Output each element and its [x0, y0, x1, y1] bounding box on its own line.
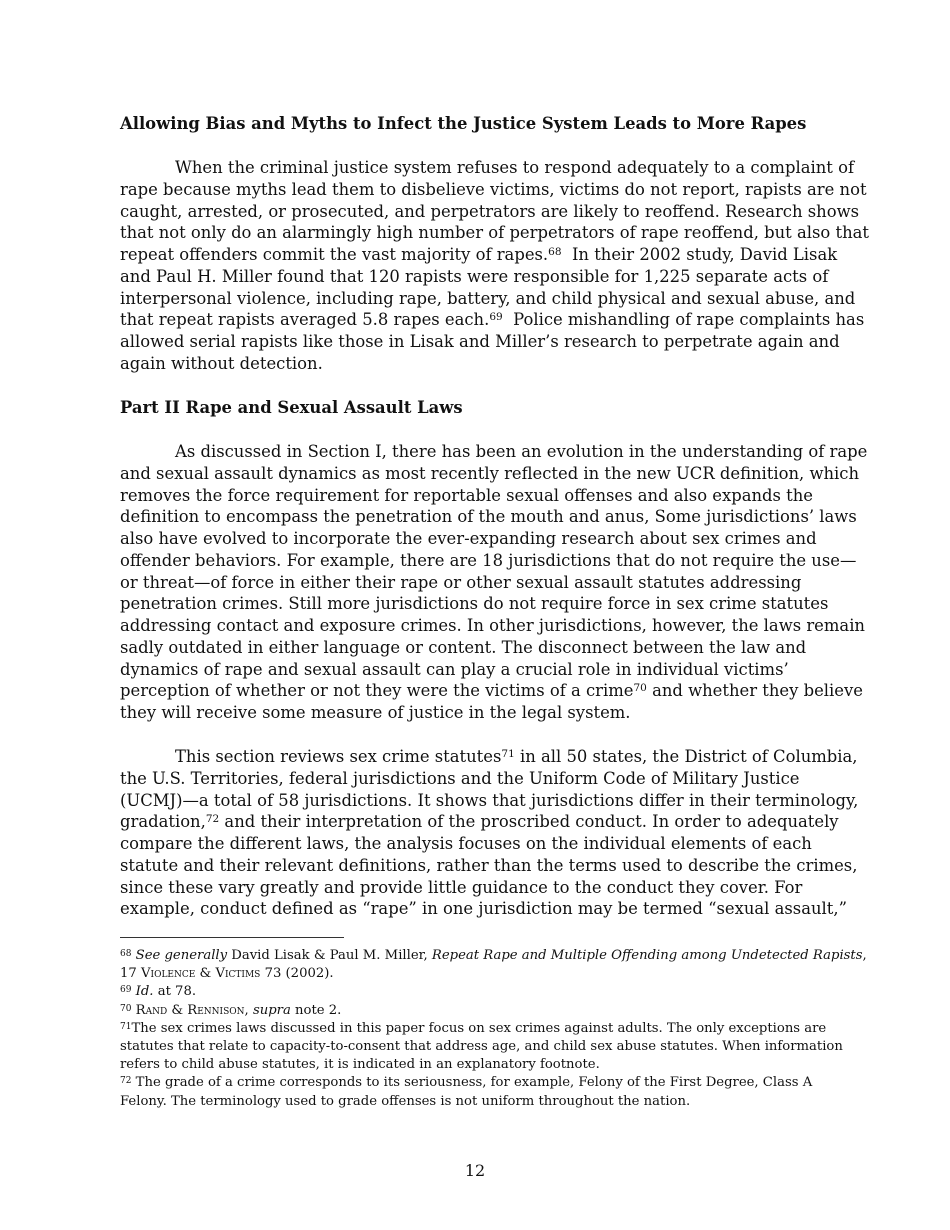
text-line — [120, 680, 863, 702]
footnote-70 — [120, 1002, 832, 1020]
text-line: refers to child abuse statutes, it is indicated in an explanatory footnote. — [120, 1057, 600, 1073]
text-line: that not only do an alarmingly high number of perpetrators of rape reoffend, but also that — [120, 223, 869, 243]
citation-volume: 17 — [120, 966, 137, 982]
text-run: The sex crimes laws discussed in this paper focus on sex crimes against adults. The only exceptions are — [131, 1020, 827, 1036]
citation-title: Repeat Rape and Multiple Offending among Undetected Rapists — [431, 948, 863, 963]
text-line: compare the different laws, the analysis focuses on the individual elements of each — [120, 834, 812, 853]
text-line: (UCMJ)—a total of 58 jurisdictions. It shows that jurisdictions differ in their terminology, — [120, 790, 859, 810]
text-line: allowed serial rapists like those in Lisak and Miller’s research to perpetrate again and — [120, 332, 840, 351]
text-line: or threat—of force in either their rape or other sexual assault statutes addressing — [120, 572, 802, 592]
footnote-number: 71 — [120, 1021, 132, 1032]
text-line: and sexual assault dynamics as most recently reflected in the new UCR definition, which — [120, 463, 860, 483]
text-line: Felony. The terminology used to grade offenses is not uniform throughout the nation. — [120, 1093, 691, 1109]
citation-signal: See generally — [135, 948, 228, 963]
text-run: and their interpretation of the proscribed conduct. In order to adequately — [224, 812, 839, 832]
footnote-ref-70[interactable]: 70 — [633, 682, 647, 695]
punctuation: , — [862, 948, 867, 963]
text-line — [120, 1074, 832, 1092]
text-line: When the criminal justice system refuses to respond adequately to a complaint of — [175, 158, 855, 177]
text-run: repeat offenders commit the vast majority of rapes. — [120, 245, 549, 264]
text-run: This section reviews sex crime statutes — [175, 747, 502, 766]
section-heading-part-ii: Part II Rape and Sexual Assault Laws — [120, 398, 463, 417]
text-line — [120, 811, 839, 833]
footnote-ref-69[interactable]: 69 — [489, 311, 503, 324]
text-line — [120, 983, 832, 1001]
paragraph-part-ii-evolution — [120, 441, 868, 724]
footnote-69 — [120, 983, 832, 1001]
text-line: offender behaviors. For example, there are 18 jurisdictions that do not require the use— — [120, 550, 857, 570]
citation-supra: supra — [252, 1002, 291, 1018]
text-line: and Paul H. Miller found that 120 rapists were responsible for 1,225 separate acts of — [120, 266, 829, 286]
text-line — [120, 1020, 832, 1038]
text-line — [120, 309, 865, 331]
text-line: they will receive some measure of justice in the legal system. — [120, 703, 631, 722]
text-line: removes the force requirement for reportable sexual offenses and also expands the — [120, 485, 814, 505]
text-line — [120, 947, 867, 965]
citation-note: note 2. — [295, 1002, 342, 1018]
text-line — [120, 1002, 832, 1020]
text-line: since these vary greatly and provide little guidance to the conduct they cover. For — [120, 877, 803, 897]
text-run: Police mishandling of rape complaints has — [513, 310, 865, 330]
text-line: statutes that relate to capacity-to-consent that address age, and child sex abuse statutes. When information — [120, 1039, 843, 1055]
footnote-separator — [120, 937, 344, 938]
text-line — [120, 244, 838, 266]
citation-authors: David Lisak & Paul M. Miller, — [231, 948, 428, 963]
text-line: rape because myths lead them to disbelieve victims, victims do not report, rapists are not — [120, 179, 867, 199]
text-line: again without detection. — [120, 353, 323, 373]
citation-page: 73 (2002). — [264, 966, 334, 982]
footnote-72 — [120, 1074, 832, 1110]
text-line — [120, 746, 858, 768]
footnote-71 — [120, 1020, 843, 1075]
text-line: sadly outdated in either language or content. The disconnect between the law and — [120, 637, 807, 657]
text-line — [120, 965, 832, 983]
footnote-68 — [120, 947, 867, 983]
text-run: gradation, — [120, 812, 206, 832]
paragraph-bias-myths — [120, 157, 869, 375]
footnote-ref-72[interactable]: 72 — [205, 813, 220, 826]
text-run: in all 50 states, the District of Columbia, — [519, 747, 858, 766]
text-line: definition to encompass the penetration of the mouth and anus, Some jurisdictions’ laws — [120, 507, 857, 527]
footnote-ref-68[interactable]: 68 — [548, 246, 562, 258]
text-run: perception of whether or not they were the victims of a crime — [120, 681, 634, 701]
citation-page: at 78. — [157, 984, 197, 1000]
text-line: penetration crimes. Still more jurisdictions do not require force in sex crime statutes — [120, 594, 829, 614]
text-line: caught, arrested, or prosecuted, and perpetrators are likely to reoffend. Research shows — [120, 201, 860, 221]
footnote-number: 70 — [120, 1003, 132, 1014]
page-number: 12 — [464, 1161, 486, 1180]
text-run: The grade of a crime corresponds to its seriousness, for example, Felony of the First Degree, Class A — [135, 1075, 813, 1091]
citation-journal: Violence & Victims — [140, 966, 261, 982]
text-run: In their 2002 study, David Lisak — [571, 245, 838, 264]
punctuation: , — [244, 1002, 249, 1018]
text-line: interpersonal violence, including rape, battery, and child physical and sexual abuse, and — [120, 288, 856, 308]
text-line: addressing contact and exposure crimes. In other jurisdictions, however, the laws remain — [120, 616, 865, 635]
text-line: the U.S. Territories, federal jurisdictions and the Uniform Code of Military Justice — [120, 768, 800, 788]
footnote-ref-71[interactable]: 71 — [501, 748, 515, 760]
paragraph-part-ii-review — [120, 746, 859, 920]
text-line: statute and their relevant definitions, rather than the terms used to describe the crimes, — [120, 855, 858, 875]
text-run: that repeat rapists averaged 5.8 rapes each. — [120, 310, 490, 330]
text-line: As discussed in Section I, there has been an evolution in the understanding of rape — [175, 442, 868, 461]
footnotes — [120, 947, 867, 1111]
footnote-number: 72 — [120, 1076, 132, 1087]
text-line: example, conduct defined as “rape” in one jurisdiction may be termed “sexual assault,” — [120, 899, 847, 919]
citation-authors: Rand & Rennison — [135, 1002, 245, 1018]
section-heading-bias-myths: Allowing Bias and Myths to Infect the Justice System Leads to More Rapes — [120, 114, 807, 133]
footnote-number: 69 — [120, 985, 132, 996]
text-line: dynamics of rape and sexual assault can play a crucial role in individual victims’ — [120, 659, 789, 679]
text-line: also have evolved to incorporate the ever-expanding research about sex crimes and — [120, 529, 817, 548]
footnote-number: 68 — [120, 949, 132, 959]
citation-id: Id. — [135, 984, 154, 1000]
text-run: and whether they believe — [652, 681, 863, 701]
